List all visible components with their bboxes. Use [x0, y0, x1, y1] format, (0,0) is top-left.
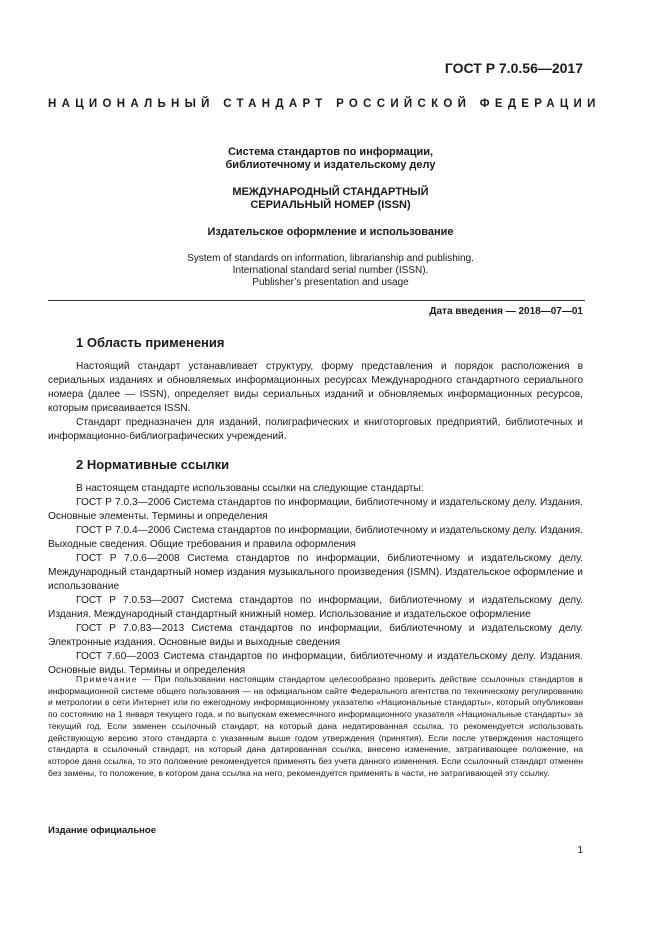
title-english-line-3: Publisher’s presentation and usage: [252, 277, 409, 288]
introduction-date: Дата введения — 2018—07—01: [429, 306, 583, 317]
section-2-heading: 2 Нормативные ссылки: [76, 457, 230, 472]
official-edition-label: Издание официальное: [48, 825, 156, 836]
normative-reference: ГОСТ 7.60—2003 Система стандартов по информации, библиотечному и издательскому делу. Издания. Основные виды. Термины и определения: [48, 651, 583, 676]
note-text: — При пользовании настоящим стандартом целесообразно проверить действие ссылочных стандартов в информационной системе общего пользования — на официальном сайте Федерального агентства по техническому регулированию и метрологии в сети Интернет или по ежегодному информационному указателю «Национальные стандарты», который опубликован по состоянию на 1 января текущего года, и по выпускам ежемесячного информационного указателя «Национальные стандарты» за текущий год. Если заменен ссылочный стандарт, на который дана недатированная ссылка, то рекомендуется использовать действующую версию этого стандарта с указанным выше годом утверждения (принятия). Если после утверждения настоящего стандарта в ссылочный стандарт, на который дана датированная ссылка, внесено изменение, затрагивающее положение, на которое дана ссылка, то это положение рекомендуется применять без учета данного изменения. Если ссылочный стандарт отменен без замены, то положение, в котором дана ссылка на него, рекомендуется применять в части, не затрагивающей эту ссылку.: [48, 674, 583, 778]
section-1-paragraph: Настоящий стандарт устанавливает структуру, форму представления и порядок расположения в сериальных изданиях и обновляемых информационных ресурсах Международного стандартного сериального номера (далее — ISSN), определяет виды сериальных изданий и обновляемых информационных ресурсов, которым присваивается ISSN.: [48, 361, 583, 414]
title-english-line-1: System of standards on information, librarianship and publishing.: [187, 253, 474, 264]
normative-reference: ГОСТ Р 7.0.6—2008 Система стандартов по информации, библиотечному и издательскому делу. Международный стандартный номер издания музыкального произведения (ISMN). Издательское оформление и использование: [48, 553, 583, 592]
note-paragraph: [48, 674, 583, 779]
page-number: 1: [577, 845, 583, 856]
national-standard-heading: НАЦИОНАЛЬНЫЙ СТАНДАРТ РОССИЙСКОЙ ФЕДЕРАЦИИ: [48, 98, 601, 110]
horizontal-rule: [48, 300, 585, 301]
section-1-paragraph: Стандарт предназначен для изданий, полиграфических и книготорговых предприятий, библиотечных и информационно-библиографических учреждений.: [48, 417, 583, 442]
section-2-intro: В настоящем стандарте использованы ссылки на следующие стандарты:: [76, 483, 424, 494]
title-series-line-1: Система стандартов по информации,: [227, 146, 434, 158]
standard-code: ГОСТ Р 7.0.56—2017: [444, 60, 583, 76]
section-1-body: [48, 360, 583, 444]
normative-reference: ГОСТ Р 7.0.3—2006 Система стандартов по информации, библиотечному и издательскому делу. Издания. Основные элементы. Термины и определения: [48, 497, 583, 522]
title-series-line-2: библиотечному и издательскому делу: [225, 159, 436, 171]
section-1-heading: 1 Область применения: [76, 335, 225, 350]
title-english-line-2: International standard serial number (ISSN).: [232, 265, 429, 276]
title-main-line-2: СЕРИАЛЬНЫЙ НОМЕР (ISSN): [250, 199, 411, 211]
normative-reference: ГОСТ Р 7.0.4—2006 Система стандартов по информации, библиотечному и издательскому делу. Издания. Выходные сведения. Общие требования и правила оформления: [48, 525, 583, 550]
normative-reference: ГОСТ Р 7.0.83—2013 Система стандартов по информации, библиотечному и издательскому делу. Электронные издания. Основные виды и выходные сведения: [48, 623, 583, 648]
title-subtitle: Издательское оформление и использование: [207, 226, 454, 238]
note-label: Примечание: [76, 674, 138, 684]
title-main-line-1: МЕЖДУНАРОДНЫЙ СТАНДАРТНЫЙ: [232, 186, 429, 198]
normative-reference: ГОСТ Р 7.0.53—2007 Система стандартов по информации, библиотечному и издательскому делу. Издания. Международный стандартный книжный номер. Использование и издательское оформление: [48, 595, 583, 620]
section-2-body: [48, 482, 583, 678]
